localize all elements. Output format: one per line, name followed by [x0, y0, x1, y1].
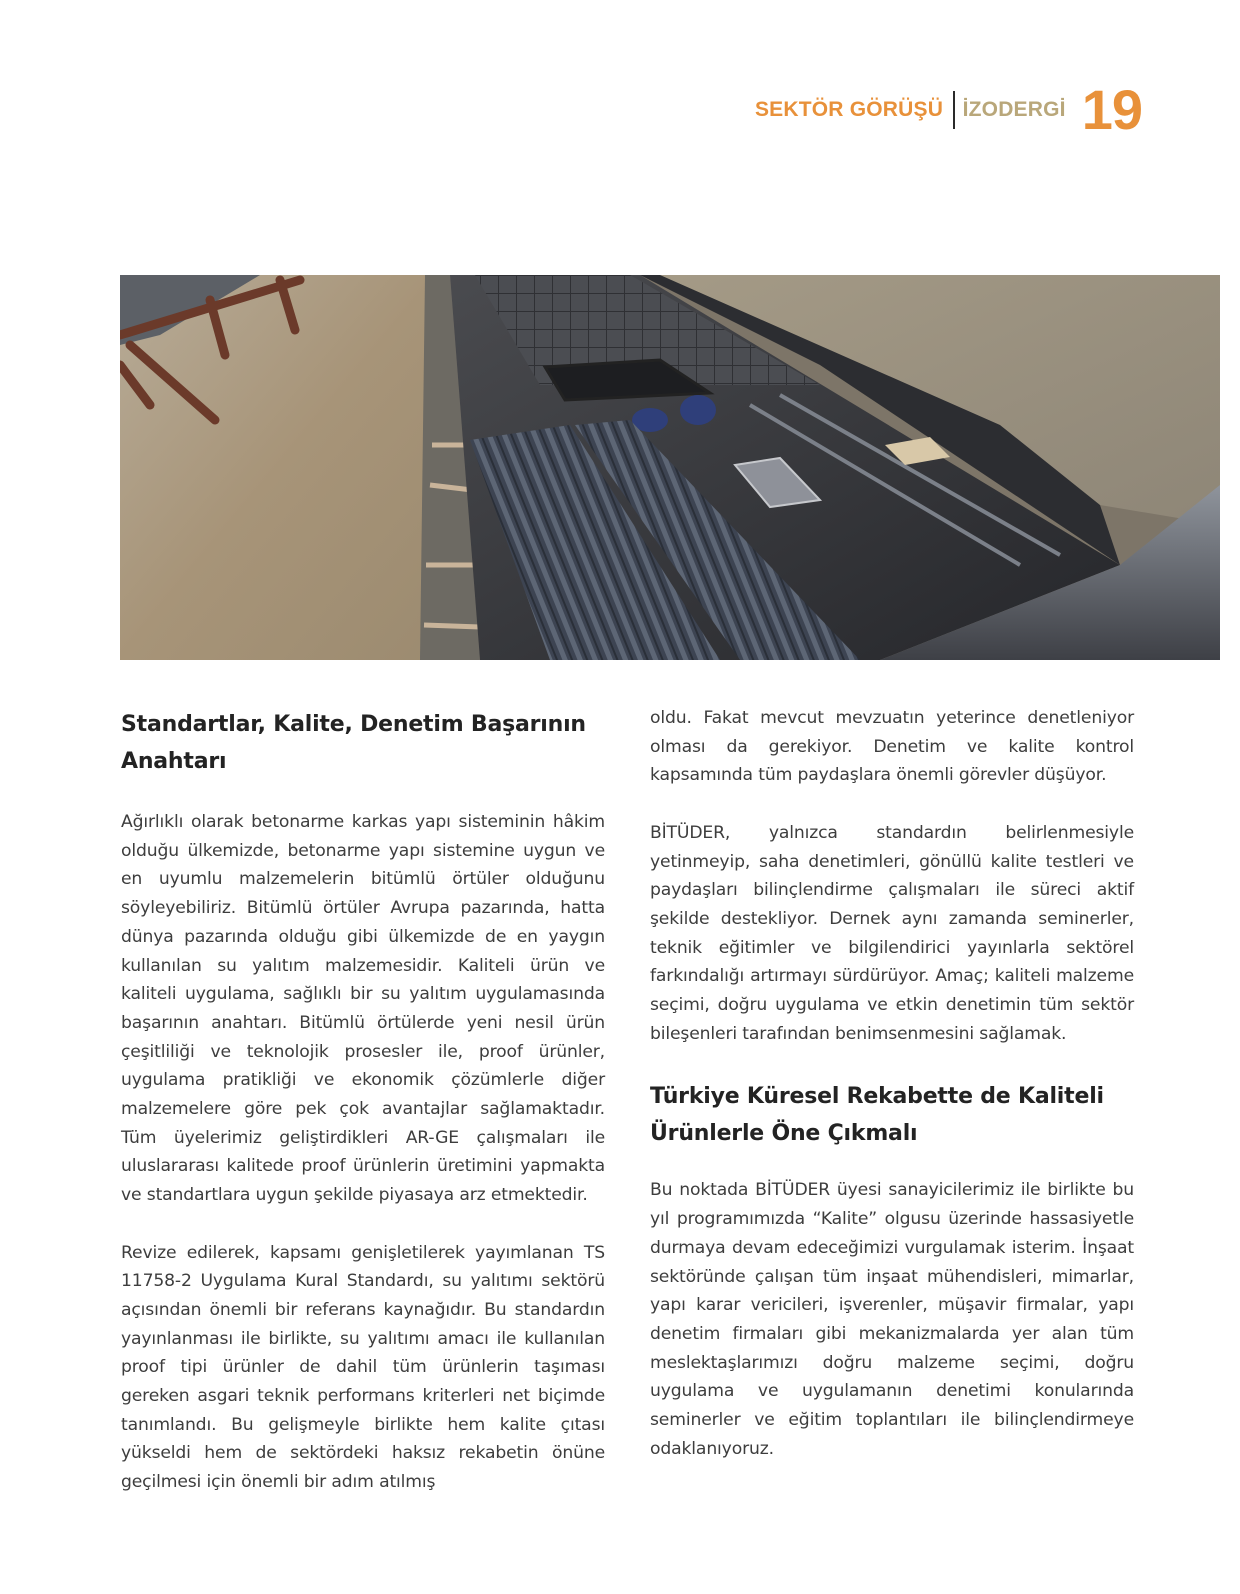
section-heading-competition: Türkiye Küresel Rekabette de Kaliteli Ürünlerle Öne Çıkmalı: [650, 1084, 1104, 1147]
paragraph: oldu. Fakat mevcut mevzuatın yeterince denetleniyor olması da gerekiyor. Denetim ve kalite kontrol kapsamında tüm paydaşlara önemli görevler düşüyor.: [650, 708, 1134, 786]
running-header: [754, 78, 1142, 141]
paragraph: BİTÜDER, yalnızca standardın belirlenmesiyle yetinmeyip, saha denetimleri, gönüllü kalite testleri ve paydaşları bilinçlendirme çalışmaları ile süreci aktif şekilde destekliyor. Dernek aynı zamanda seminerler, teknik eğitimler ve bilgilendirici yayınlarla sektörel farkındalığı artırmayı sürdürüyor. Amaç; kaliteli malzeme seçimi, doğru uygulama ve etkin denetimin tüm sektör bileşenleri tarafından benimsenmesini sağlamak.: [650, 822, 1134, 1044]
paragraph-gap: [121, 1210, 605, 1239]
paragraph: Bu noktada BİTÜDER üyesi sanayicilerimiz ile birlikte bu yıl programımızda “Kalite” olgusu üzerinde hassasiyetle durmaya devam edeceğimizi vurgulamak isterim. İnşaat sektöründe çalışan tüm inşaat mühendisleri, mimarlar, yapı karar vericileri, işverenler, müşavir firmalar, yapı denetim firmaları gibi mekanizmalarda yer alan tüm meslektaşlarımızı doğru malzeme seçimi, doğru uygulama ve uygulamanın denetimi konularında seminerler ve eğitim toplantıları ile bilinçlendirmeye odaklanıyoruz.: [650, 1180, 1134, 1459]
page-number: 19: [1081, 78, 1142, 141]
magazine-name: İZODERGİ: [962, 98, 1066, 121]
photo-image-icon: [120, 275, 1220, 660]
section-heading-standards: Standartlar, Kalite, Denetim Başarının Anahtarı: [121, 712, 586, 774]
header-divider: [953, 91, 955, 129]
left-column: [121, 700, 605, 1497]
paragraph: Ağırlıklı olarak betonarme karkas yapı sisteminin hâkim olduğu ülkemizde, betonarme yapı sistemine uygun ve en uyumlu malzemelerin bitümlü örtüler olduğunu söyleyebiliriz. Bitümlü örtüler Avrupa pazarında, hatta dünya pazarında olduğu gibi ülkemizde de en yaygın kullanılan su yalıtım malzemesidir. Kaliteli ürün ve kaliteli uygulama, sağlıklı bir su yalıtım uygulamasında başarının anahtarı. Bitümlü örtülerde yeni nesil ürün çeşitliliği ve teknolojik prosesler ile, proof ürünler, uygulama pratikliği ve ekonomik çözümlerle diğer malzemelere göre pek çok avantajlar sağlamaktadır. Tüm üyelerimiz geliştirdikleri AR-GE çalışmaları ile uluslararası kalitede proof ürünlerin üretimini yapmakta ve standartlara uygun şekilde piyasaya arz etmektedir.: [121, 812, 605, 1206]
construction-site-photo: [120, 275, 1220, 660]
section-name: SEKTÖR GÖRÜŞÜ: [754, 98, 944, 121]
paragraph-gap: [650, 790, 1134, 819]
right-column: [650, 700, 1134, 1463]
paragraph: Revize edilerek, kapsamı genişletilerek yayımlanan TS 11758-2 Uygulama Kural Standardı, su yalıtımı sektörü açısından önemli bir referans kaynağıdır. Bu standardın yayınlanması ile birlikte, su yalıtımı amacı ile kullanılan proof tipi ürünler de dahil tüm ürünlerin taşıması gereken asgari teknik performans kriterleri net biçimde tanımlandı. Bu gelişmeyle birlikte hem kalite çıtası yükseldi hem de sektördeki haksız rekabetin önüne geçilmesi için önemli bir adım atılmış: [121, 1242, 605, 1493]
